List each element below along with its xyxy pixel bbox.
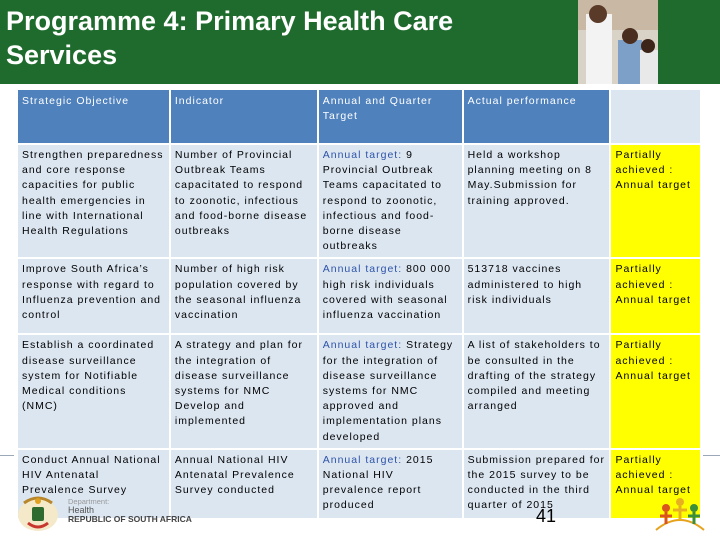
row-3-target-text: Strategy for the integration of disease surveillance systems for NMC approved and implementation plans developed <box>322 339 454 443</box>
row-2-target-label: Annual target: <box>322 263 403 276</box>
row-4-target-value: 2015 <box>406 453 434 466</box>
row-1-indicator: Number of Provincial Outbreak Teams capacitated to respond to zoonotic, infectious and food-borne disease outbreaks <box>171 145 317 257</box>
coat-of-arms-logo <box>14 493 62 533</box>
row-3-actual: A list of stakeholders to be consulted in the drafting of the strategy compiled and meeting arranged <box>464 335 610 447</box>
row-1-target-value: 9 <box>406 149 413 161</box>
footer-department-label: Department: <box>68 497 110 506</box>
table-header-row <box>18 90 700 143</box>
footer-republic: REPUBLIC OF SOUTH AFRICA <box>68 514 192 524</box>
row-3-target <box>319 335 462 447</box>
row-4-objective: Conduct Annual National HIV Antenatal Prevalence Survey <box>18 450 169 518</box>
row-2-actual: 513718 vaccines administered to high risk individuals <box>464 259 610 333</box>
row-3-target-label: Annual target: <box>322 339 403 352</box>
table-row <box>18 259 700 333</box>
slide-title <box>6 4 566 72</box>
table-row <box>18 335 700 447</box>
row-4-target-text: National HIV prevalence report produced <box>322 469 422 512</box>
header-spacer <box>611 90 700 143</box>
row-4-target-label: Annual target: <box>322 453 403 466</box>
row-2-status: Partially achieved : Annual target <box>611 259 700 333</box>
performance-table <box>16 88 702 520</box>
row-1-target-text: Provincial Outbreak Teams capacitated to respond to zoonotic, infectious and food-borne disease outbreaks <box>322 164 442 253</box>
row-1-actual: Held a workshop planning meeting on 8 May.Submission for training approved. <box>464 145 610 257</box>
header-indicator: Indicator <box>171 90 317 143</box>
footer-health: Health <box>68 505 95 515</box>
table-row <box>18 145 700 257</box>
row-2-indicator: Number of high risk population covered by the seasonal influenza vaccination <box>171 259 317 333</box>
row-1-objective: Strengthen preparedness and core response capacities for public health emergencies in line with International Health Regulations <box>18 145 169 257</box>
slide-title-line-2: Services <box>6 40 118 70</box>
row-1-target-label: Annual target: <box>322 149 403 161</box>
row-1-target <box>319 145 462 257</box>
header-photo <box>578 0 658 84</box>
row-4-status: Partially achieved : Annual target <box>611 450 700 518</box>
people-logo <box>650 490 710 538</box>
header-strategic-objective: Strategic Objective <box>18 90 169 143</box>
row-3-status: Partially achieved : Annual target <box>611 335 700 447</box>
slide-title-line-1: Programme 4: Primary Health Care <box>6 6 454 36</box>
row-2-target-value: 800 <box>406 263 427 276</box>
row-1-status: Partially achieved : Annual target <box>611 145 700 257</box>
title-bar <box>0 0 720 84</box>
row-4-target <box>319 450 462 518</box>
row-2-target-text: 000 high risk individuals covered with seasonal influenza vaccination <box>322 263 452 322</box>
divider-left <box>0 455 14 456</box>
row-2-target <box>319 259 462 333</box>
row-3-objective: Establish a coordinated disease surveillance system for Notifiable Medical conditions (NMC) <box>18 335 169 447</box>
row-4-actual: Submission prepared for the 2015 survey to be conducted in the third quarter of 2015 <box>464 450 610 518</box>
footer-department <box>68 497 192 524</box>
header-target: Annual and Quarter Target <box>319 90 462 143</box>
row-3-indicator: A strategy and plan for the integration of disease surveillance systems for NMC Develop and implemented <box>171 335 317 447</box>
row-2-objective: Improve South Africa’s response with regard to Influenza prevention and control <box>18 259 169 333</box>
row-4-indicator: Annual National HIV Antenatal Prevalence Survey conducted <box>171 450 317 518</box>
page-number: 41 <box>536 506 557 526</box>
divider-right <box>703 455 720 456</box>
header-actual-performance: Actual performance <box>464 90 610 143</box>
